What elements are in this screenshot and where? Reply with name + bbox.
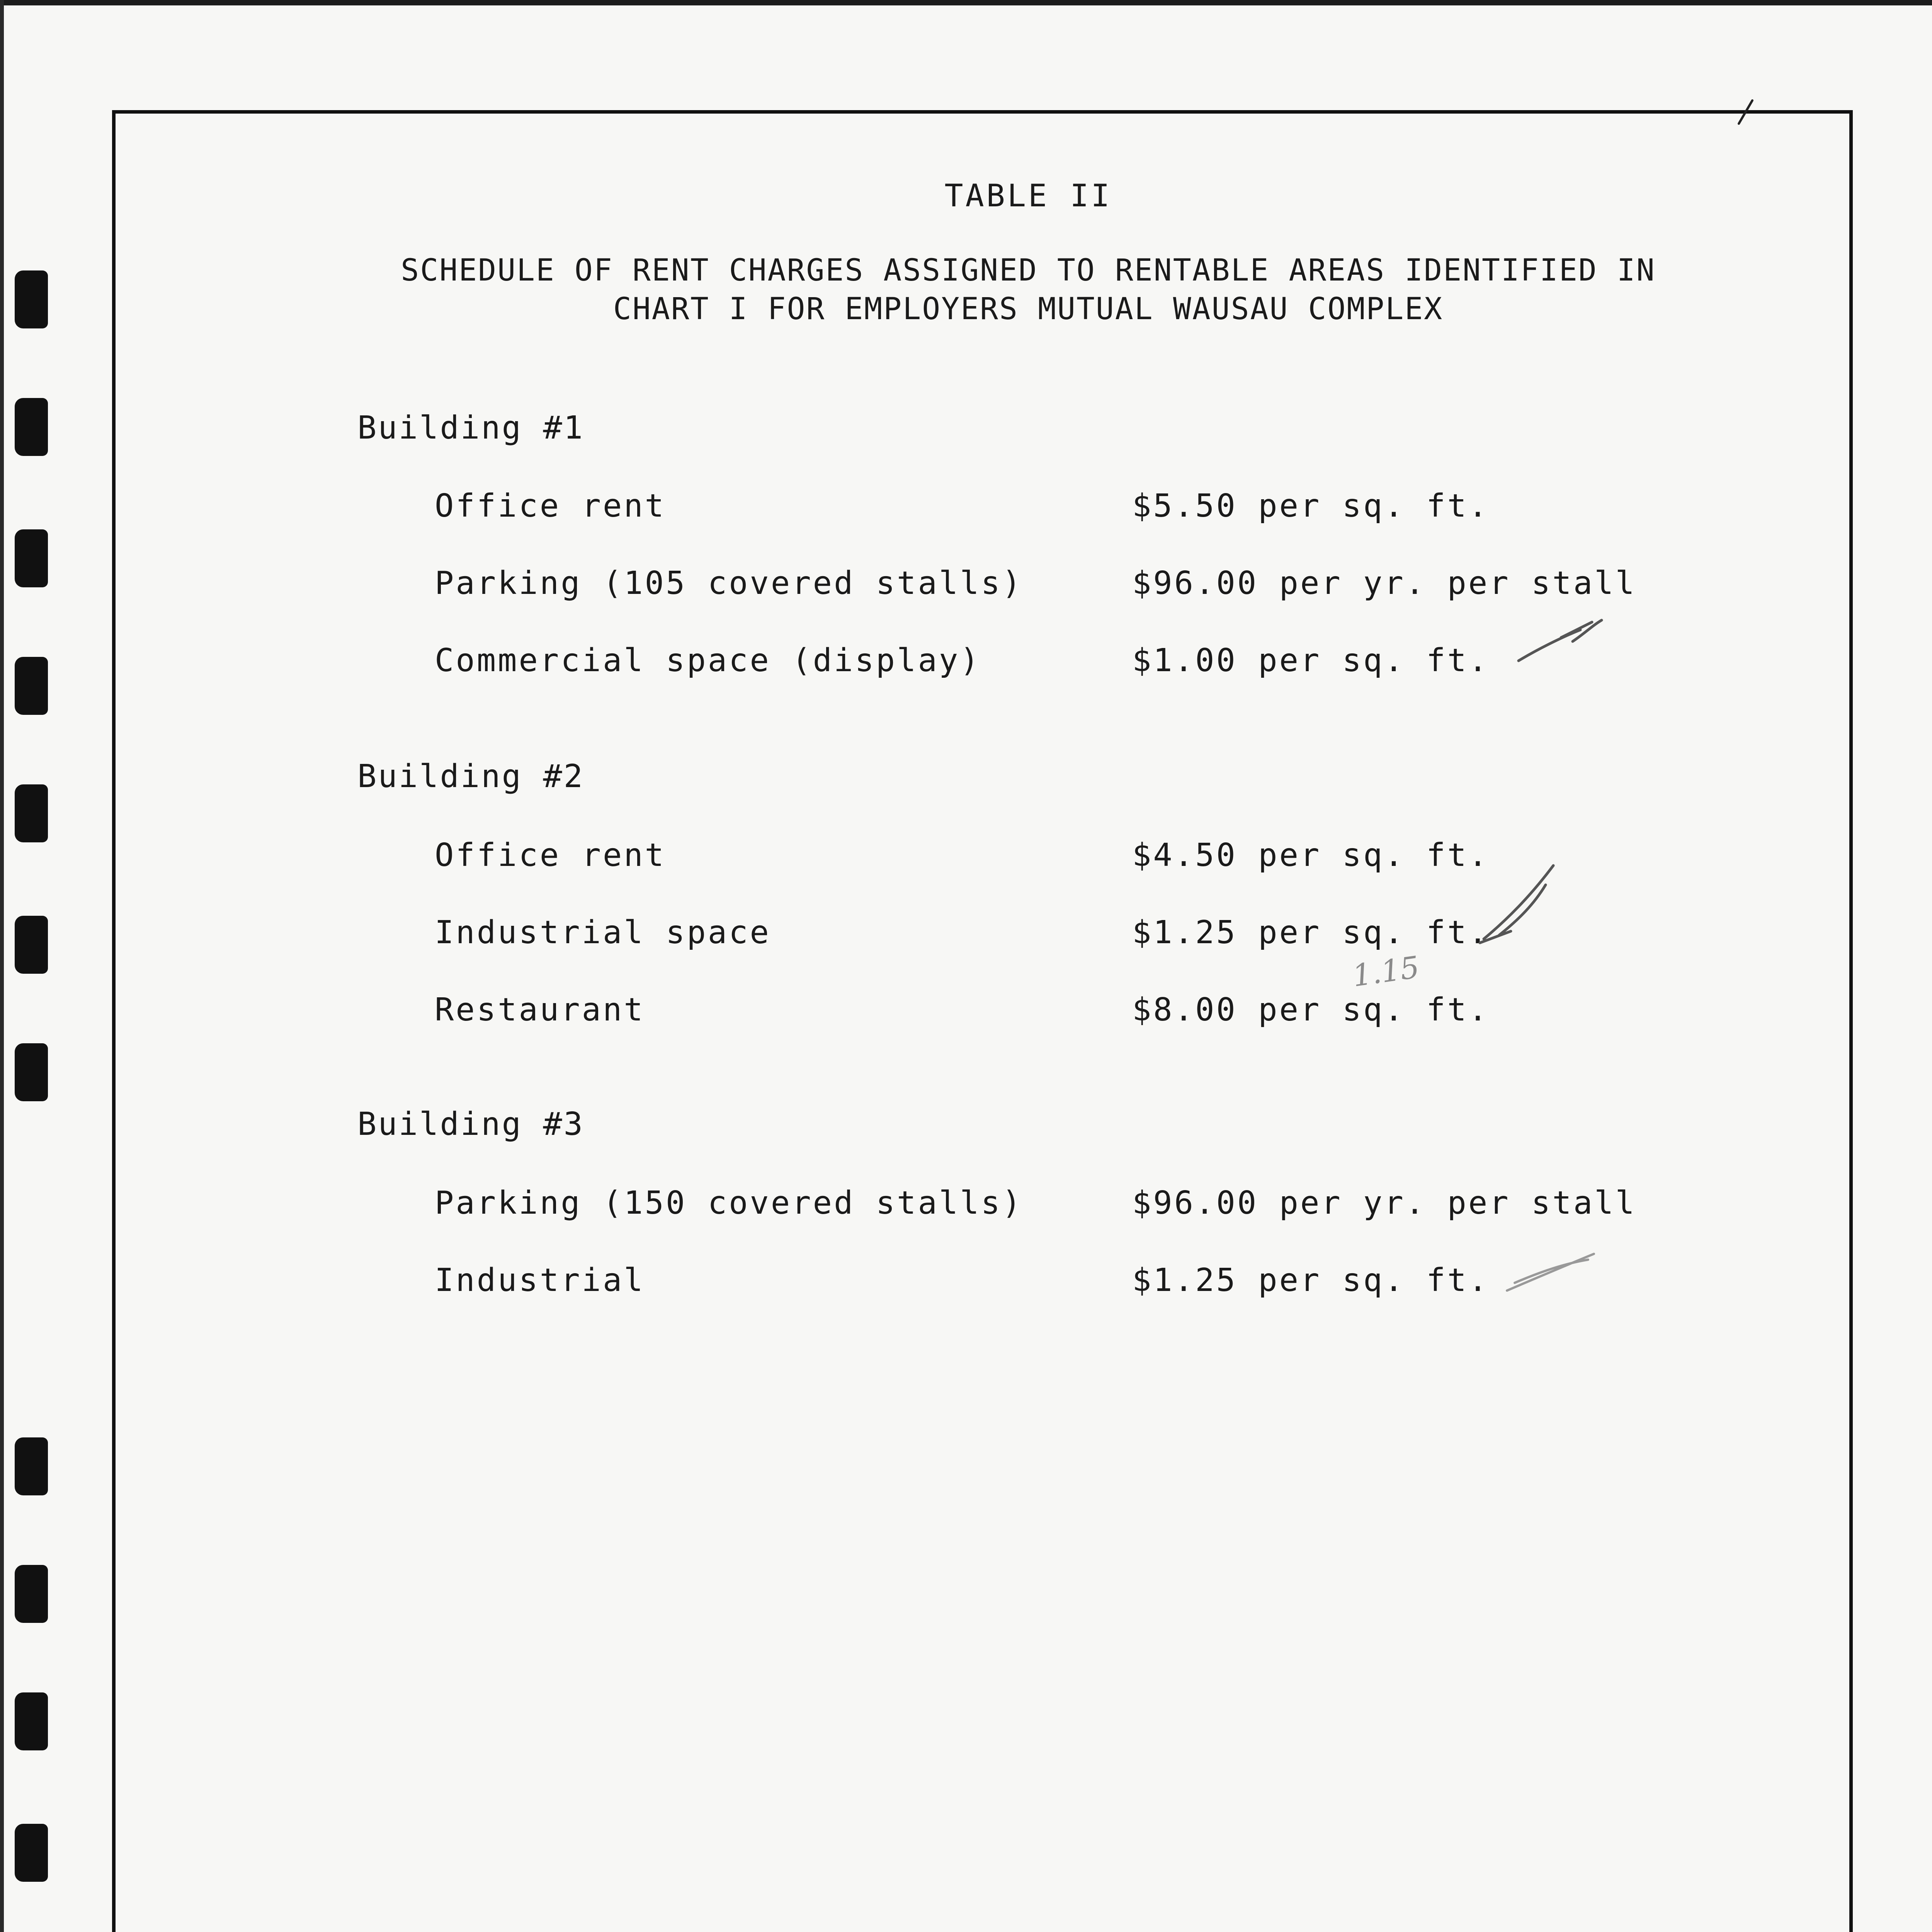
handwritten-note: 1.15 (1350, 950, 1422, 994)
subtitle-line-1: SCHEDULE OF RENT CHARGES ASSIGNED TO RENTABLE AREAS IDENTIFIED IN (401, 253, 1656, 288)
row-label: Industrial (435, 1262, 645, 1299)
building-3-heading: Building #3 (357, 1106, 585, 1143)
check-mark-icon (1515, 614, 1607, 668)
row-label: Parking (150 covered stalls) (435, 1185, 1023, 1221)
punch-hole (15, 1437, 48, 1495)
row-rate: $4.50 per sq. ft. (1132, 837, 1490, 874)
punch-hole (15, 784, 48, 842)
punch-hole (15, 398, 48, 456)
punch-hole (15, 657, 48, 715)
row-rate: $96.00 per yr. per stall (1132, 565, 1636, 602)
table-title: TABLE II (944, 178, 1112, 214)
pen-tick-icon (1735, 97, 1758, 128)
building-2-heading: Building #2 (357, 758, 585, 795)
punch-hole (15, 529, 48, 587)
row-label: Commercial space (display) (435, 642, 981, 679)
row-label: Office rent (435, 488, 666, 524)
check-mark-icon (1499, 1248, 1600, 1298)
punch-hole (15, 1824, 48, 1882)
row-label: Industrial space (435, 914, 771, 951)
scan-edge-top (0, 0, 1932, 5)
check-mark-icon (1476, 862, 1561, 951)
building-1-heading: Building #1 (357, 410, 585, 446)
page-frame (112, 110, 1853, 1932)
punch-hole (15, 916, 48, 974)
row-rate: $5.50 per sq. ft. (1132, 488, 1490, 524)
row-label: Office rent (435, 837, 666, 874)
row-label: Parking (105 covered stalls) (435, 565, 1023, 602)
row-rate: $1.00 per sq. ft. (1132, 642, 1490, 679)
punch-hole (15, 1043, 48, 1101)
row-rate: $1.25 per sq. ft. (1132, 914, 1490, 951)
table-subtitle (0, 251, 1932, 328)
punch-hole (15, 1565, 48, 1623)
row-rate: $96.00 per yr. per stall (1132, 1185, 1636, 1221)
row-label: Restaurant (435, 992, 645, 1028)
subtitle-line-2: CHART I FOR EMPLOYERS MUTUAL WAUSAU COMPLEX (613, 292, 1444, 327)
row-rate: $8.00 per sq. ft. (1132, 992, 1490, 1028)
punch-hole (15, 1692, 48, 1750)
row-rate: $1.25 per sq. ft. (1132, 1262, 1490, 1299)
